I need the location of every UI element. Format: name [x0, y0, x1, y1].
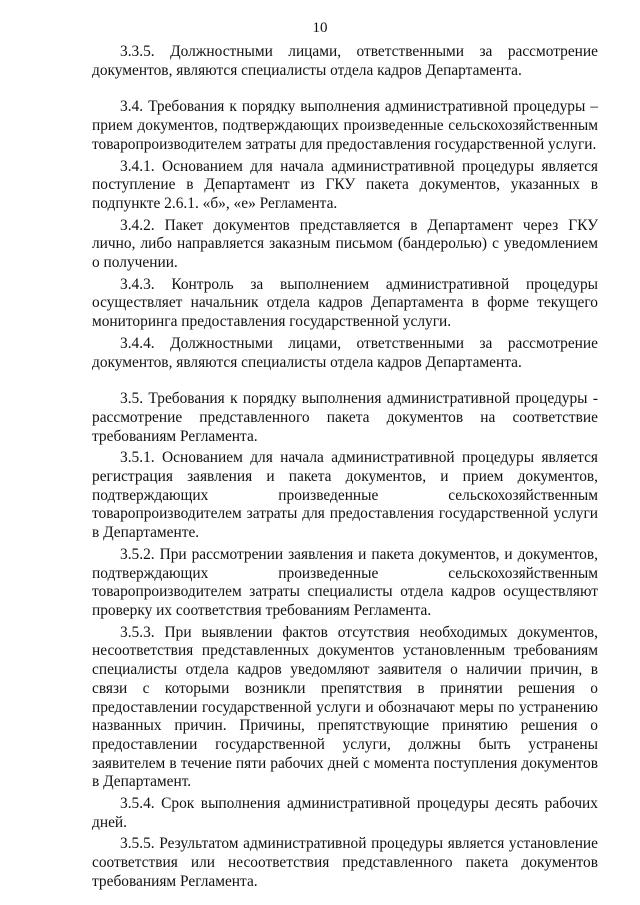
paragraph-3-4-1: 3.4.1. Основанием для начала административной процедуры является поступление в Департамент из ГКУ пакета документов, указанных в подпункте 2.6.1. «б», «е» Регламента. [92, 157, 598, 212]
paragraph-3-4-3: 3.4.3. Контроль за выполнением административной процедуры осуществляет начальник отдела кадров Департамента в форме текущего мониторинга предоставления государственной услуги. [92, 275, 598, 331]
paragraph-3-4-4: 3.4.4. Должностными лицами, ответственными за рассмотрение документов, являются специалисты отдела кадров Департамента. [92, 334, 598, 371]
paragraph-3-5-5: 3.5.5. Результатом административной процедуры является установление соответствия или несоответствия представленного пакета документов требованиям Регламента. [92, 835, 598, 890]
document-body [92, 43, 598, 892]
paragraph-3-3-5: 3.3.5. Должностными лицами, ответственными за рассмотрение документов, являются специалисты отдела кадров Департамента. [92, 43, 598, 79]
paragraph-3-5-3: 3.5.3. При выявлении фактов отсутствия необходимых документов, несоответствия представленных документов установленным требованиям специалисты отдела кадров уведомляют заявителя о наличии причин, в связи с которыми возникли препятствия в принятии решения о предоставлении государственной услуги и обозначают меры по устранению названных причин. Причины, препятствующие принятию решения о предоставлении государственной услуги, должны быть устранены заявителем в течение пяти рабочих дней с момента поступления документов в Департамент. [92, 623, 598, 791]
paragraph-3-4-2: 3.4.2. Пакет документов представляется в Департамент через ГКУ лично, либо направляется заказным письмом (бандеролью) с уведомлением о получении. [92, 216, 598, 272]
paragraph-3-5-4: 3.5.4. Срок выполнения административной процедуры десять рабочих дней. [92, 795, 598, 831]
paragraph-3-4: 3.4. Требования к порядку выполнения административной процедуры – прием документов, подтверждающих произведенные сельскохозяйственным товаропроизводителем затраты для предоставления государственной услуги. [92, 98, 598, 153]
paragraph-3-5-2: 3.5.2. При рассмотрении заявления и пакета документов, и документов, подтверждающих произведенные сельскохозяйственным товаропроизводителем затраты специалисты отдела кадров осуществляют проверку их соответствия требованиям Регламента. [92, 545, 598, 619]
paragraph-3-5: 3.5. Требования к порядку выполнения административной процедуры - рассмотрение представленного пакета документов на соответствие требованиям Регламента. [92, 390, 598, 445]
page-number: 10 [312, 20, 328, 36]
paragraph-3-5-1: 3.5.1. Основанием для начала административной процедуры является регистрация заявления и пакета документов, и прием документов, подтверждающих произведенные сельскохозяйственным товаропроизводителем затраты для предоставления государственной услуги в Департаменте. [92, 449, 598, 542]
